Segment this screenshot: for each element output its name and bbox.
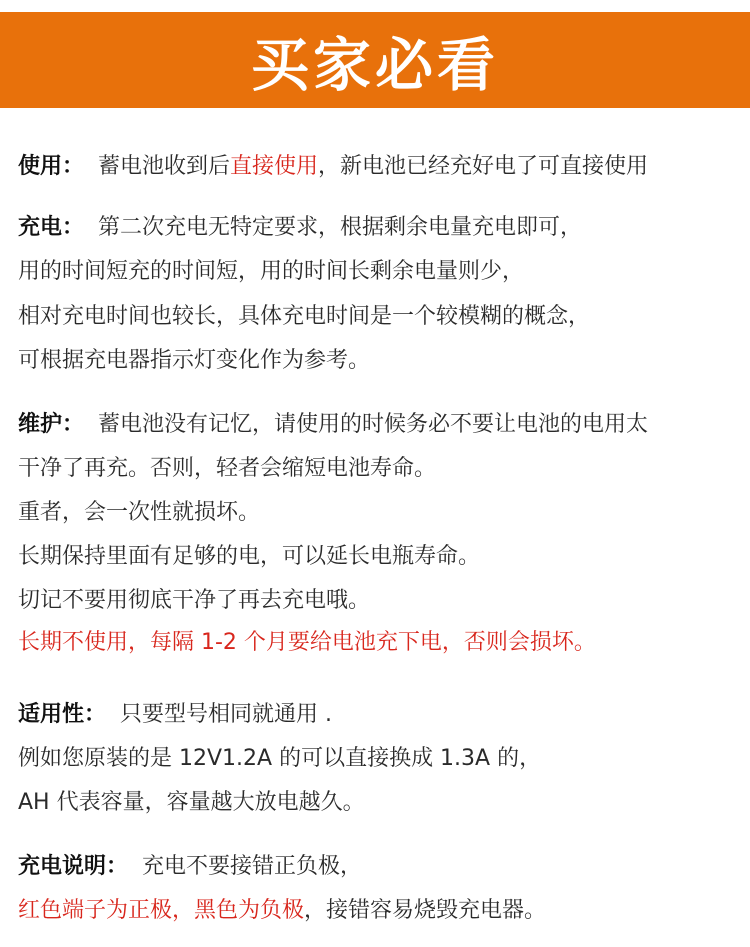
usage-text-before: 蓄电池收到后 bbox=[98, 154, 231, 179]
compatibility-line-1 bbox=[18, 700, 332, 730]
charging-line-4: 可根据充电器指示灯变化作为参考。 bbox=[18, 348, 371, 373]
charging-line-3: 相对充电时间也较长，具体充电时间是一个较模糊的概念， bbox=[18, 304, 591, 329]
compatibility-line-2: 例如您原装的是 12V1.2A 的可以直接换成 1.3A 的， bbox=[18, 746, 542, 771]
page-title: 买家必看 bbox=[250, 31, 499, 99]
maintenance-line-4: 长期保持里面有足够的电，可以延长电瓶寿命。 bbox=[18, 544, 481, 569]
charging-label: 充电： bbox=[18, 215, 85, 240]
charging-notes-line-2 bbox=[18, 896, 546, 926]
compatibility-label: 适用性： bbox=[18, 702, 107, 727]
maintenance-line-2: 干净了再充。否则，轻者会缩短电池寿命。 bbox=[18, 456, 437, 481]
maintenance-warning-line: 长期不使用，每隔 1-2 个月要给电池充下电，否则会损坏。 bbox=[18, 630, 596, 655]
maintenance-line-1 bbox=[18, 410, 648, 440]
header-banner bbox=[0, 12, 750, 108]
usage-line bbox=[18, 152, 648, 182]
charging-notes-label: 充电说明： bbox=[18, 854, 129, 879]
compatibility-line-3: AH 代表容量，容量越大放电越久。 bbox=[18, 790, 365, 815]
compatibility-text-1: 只要型号相同就通用 . bbox=[120, 702, 333, 727]
charging-notes-line-1 bbox=[18, 852, 362, 882]
polarity-warning: 红色端子为正极，黑色为负极 bbox=[18, 898, 305, 923]
charging-text-1: 第二次充电无特定要求，根据剩余电量充电即可， bbox=[98, 215, 583, 240]
usage-text-after: ，新电池已经充好电了可直接使用 bbox=[318, 154, 649, 179]
maintenance-label: 维护： bbox=[18, 412, 85, 437]
maintenance-text-1: 蓄电池没有记忆，请使用的时候务必不要让电池的电用太 bbox=[98, 412, 649, 437]
charging-notes-text-1: 充电不要接错正负极， bbox=[142, 854, 363, 879]
charging-notes-text-2: ，接错容易烧毁充电器。 bbox=[304, 898, 547, 923]
usage-highlight: 直接使用 bbox=[230, 154, 319, 179]
usage-label: 使用： bbox=[18, 154, 85, 179]
charging-line-1 bbox=[18, 213, 582, 243]
maintenance-line-3: 重者，会一次性就损坏。 bbox=[18, 500, 261, 525]
maintenance-line-5: 切记不要用彻底干净了再去充电哦。 bbox=[18, 588, 371, 613]
charging-line-2: 用的时间短充的时间短，用的时间长剩余电量则少， bbox=[18, 259, 525, 284]
